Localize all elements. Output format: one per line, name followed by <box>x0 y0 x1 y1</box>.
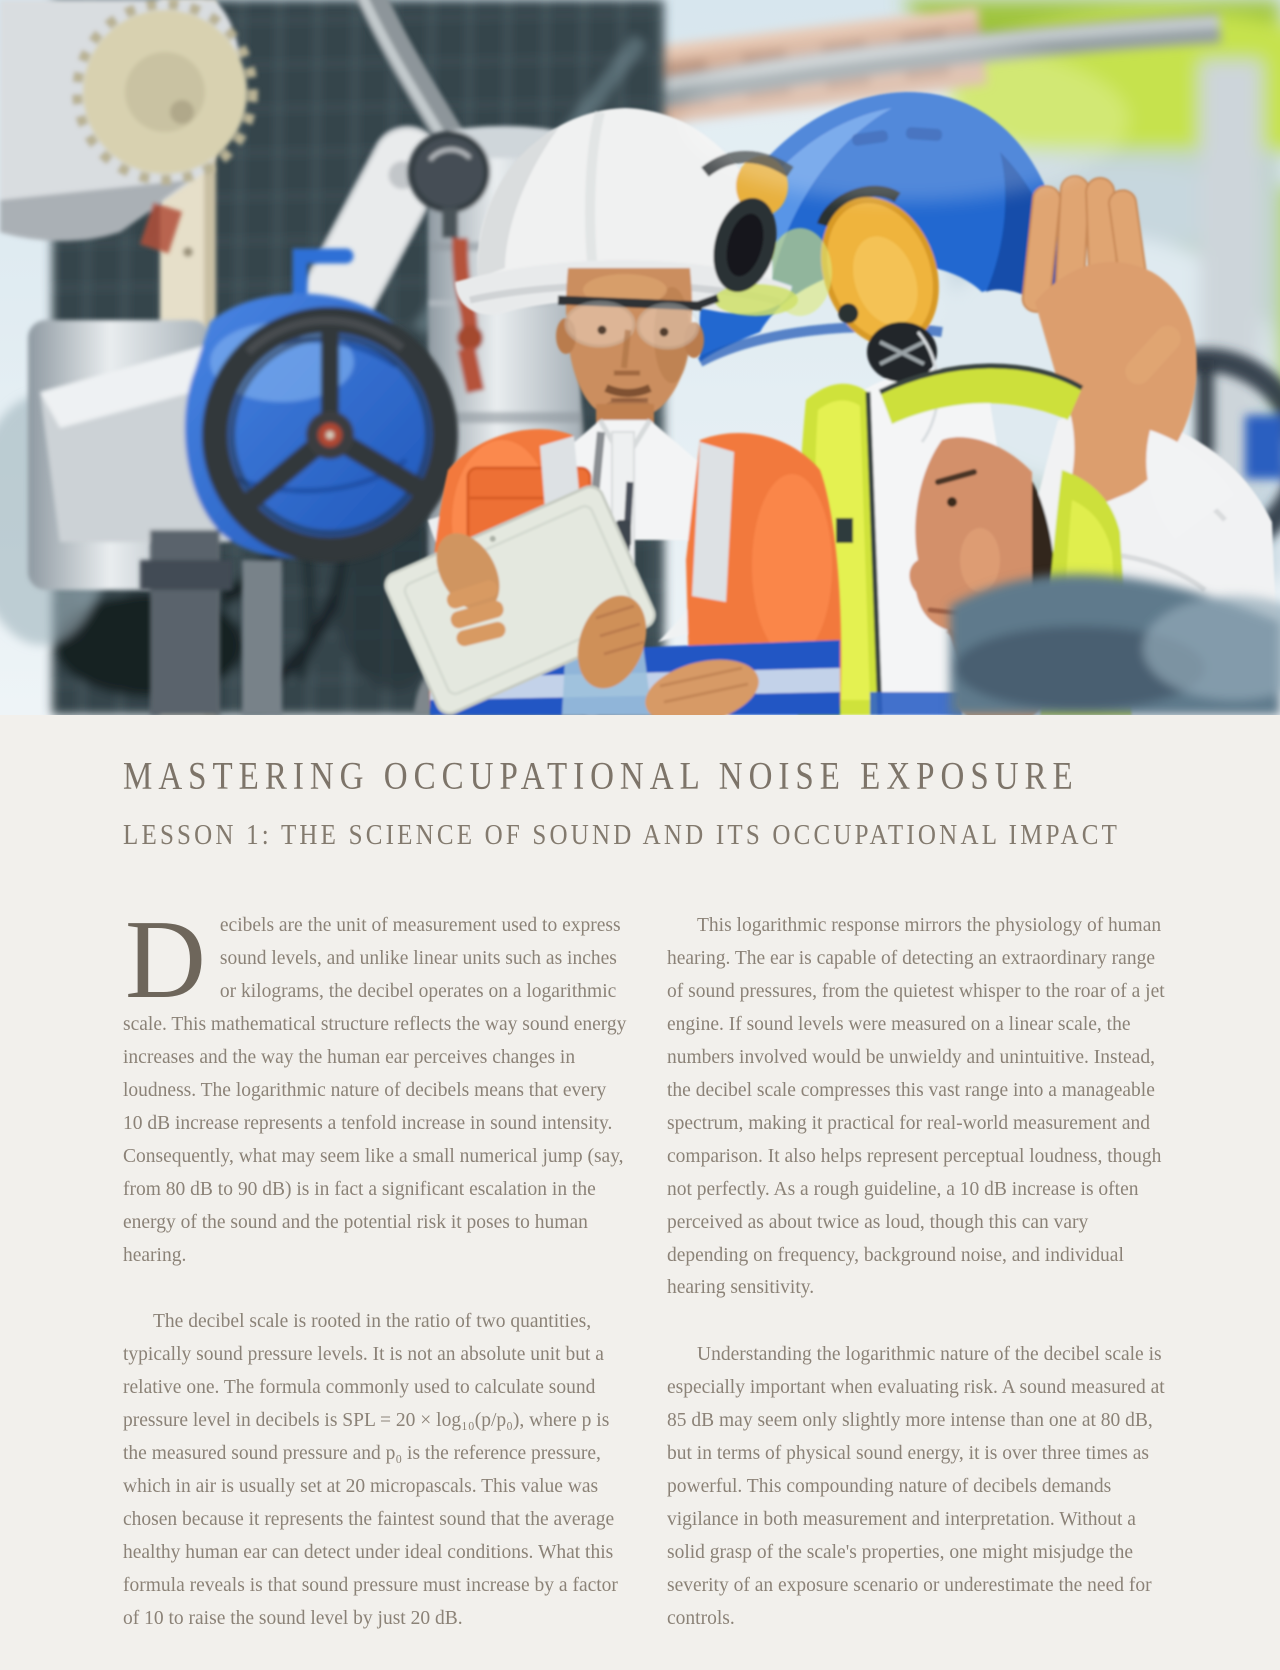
hero-photo-illustration <box>0 0 1280 715</box>
left-column <box>123 898 630 1670</box>
lesson-subtitle: LESSON 1: THE SCIENCE OF SOUND AND ITS OCCUPATIONAL IMPACT <box>123 819 1121 851</box>
paragraph-1 <box>123 898 630 1272</box>
body-columns <box>123 898 1174 1670</box>
lesson-page <box>0 715 1280 1670</box>
paragraph-4: Understanding the logarithmic nature of the decibel scale is especially important when evaluating risk. A sound measured at 85 dB may seem only slightly more intense than one at 80 dB, but in terms of physical sound energy, it is over three times as powerful. This compounding nature of decibels demands vigilance in both measurement and interpretation. Without a solid grasp of the scale's properties, one might misjudge the severity of an exposure scenario or underestimate the need for controls. <box>667 1344 1165 1630</box>
drop-cap: D <box>125 898 206 1022</box>
hero-photo <box>0 0 1280 715</box>
page-title: MASTERING OCCUPATIONAL NOISE EXPOSURE <box>123 755 1079 799</box>
paragraph-3: This logarithmic response mirrors the physiology of human hearing. The ear is capable of detecting an extraordinary range of sound pressures, from the quietest whisper to the roar of a jet engine. If sound levels were measured on a linear scale, the numbers involved would be unwieldy and unintuitive. Instead, the decibel scale compresses this vast range into a manageable spectrum, making it practical for real-world measurement and comparison. It also helps represent perceptual loudness, though not perfectly. As a rough guideline, a 10 dB increase is often perceived as about twice as loud, though this can vary depending on frequency, background noise, and individual hearing sensitivity. <box>667 915 1165 1299</box>
paragraph-2: The decibel scale is rooted in the ratio of two quantities, typically sound pressure levels. It is not an absolute unit but a relative one. The formula commonly used to calculate sound pressure level in decibels is SPL = 20 × log₁₀(p/p₀), where p is the measured sound pressure and p₀ is the reference pressure, which in air is usually set at 20 micropascals. This value was chosen because it represents the faintest sound that the average healthy human ear can detect under ideal conditions. What this formula reveals is that sound pressure must increase by a factor of 10 to raise the sound level by just 20 dB. <box>123 1311 618 1630</box>
right-column <box>667 910 1174 1670</box>
paragraph-1-text: ecibels are the unit of measurement used to express sound levels, and unlike linear units such as inches or kilograms, the decibel operates on a logarithmic scale. This mathematical structure reflects the way sound energy increases and the way the human ear perceives changes in loudness. The logarithmic nature of decibels means that every 10 dB increase represents a tenfold increase in sound intensity. Consequently, what may seem like a small numerical jump (say, from 80 dB to 90 dB) is in fact a significant escalation in the energy of the sound and the potential risk it poses to human hearing. <box>123 915 627 1266</box>
